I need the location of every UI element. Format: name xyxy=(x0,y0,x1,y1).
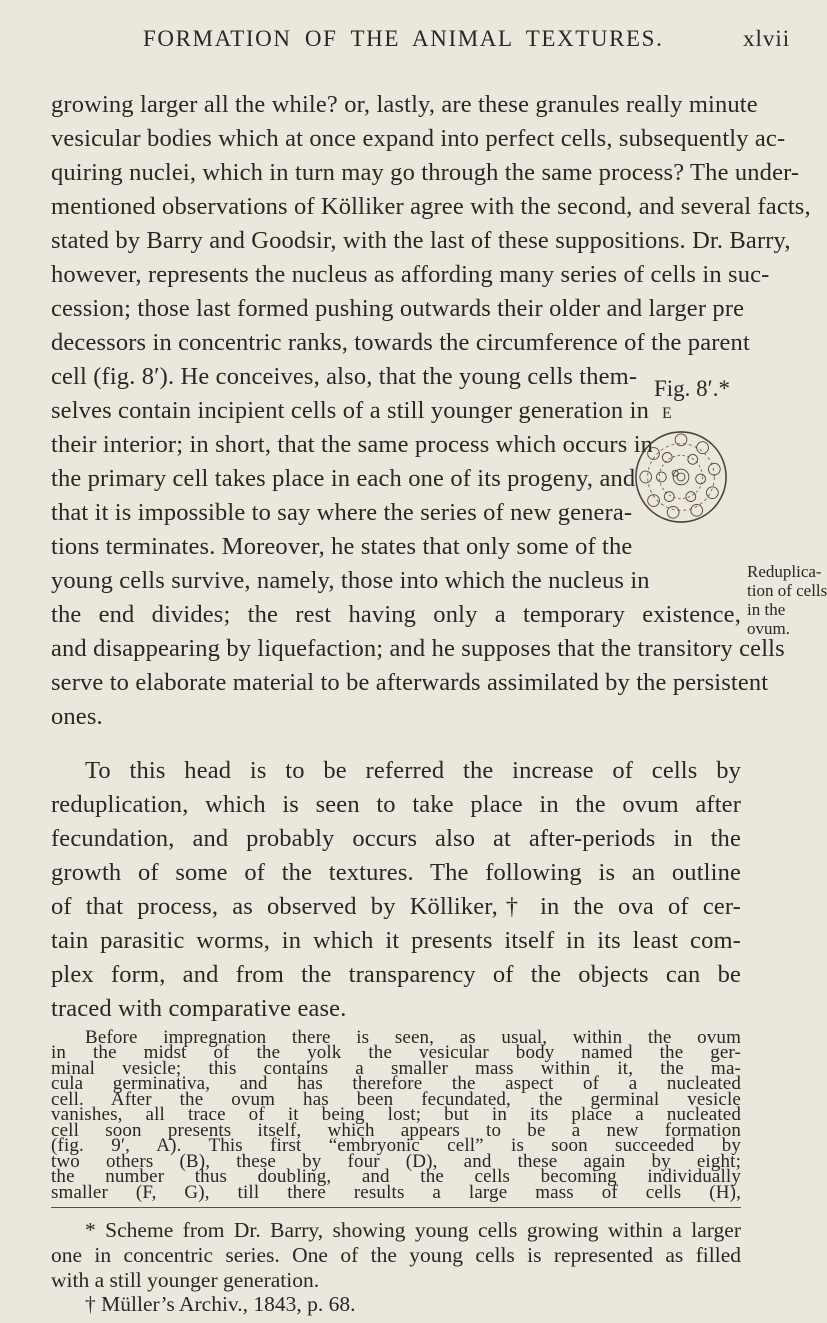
body-line: serve to elaborate material to be afterwards assimilated by the persistent xyxy=(51,669,769,696)
margin-note-line: Reduplica- xyxy=(747,562,822,581)
body-line: decessors in concentric ranks, towards the circumference of the parent xyxy=(51,329,750,356)
page-number: xlvii xyxy=(743,26,791,51)
body-line: (fig. 9′, A). This first “embryonic cell” is soon succeeded by xyxy=(51,1135,741,1157)
body-line: stated by Barry and Goodsir, with the last of these suppositions. Dr. Barry, xyxy=(51,227,791,254)
body-line: quiring nuclei, which in turn may go through the same process? The under- xyxy=(51,159,800,186)
body-line: ones. xyxy=(51,703,103,730)
body-line: cession; those last formed pushing outwards their older and larger pre xyxy=(51,295,745,322)
margin-note xyxy=(747,562,827,638)
body-line: that it is impossible to say where the series of new genera- xyxy=(51,499,633,526)
body-line: their interior; in short, that the same process which occurs in xyxy=(51,431,654,458)
running-title: FORMATION OF THE ANIMAL TEXTURES. xyxy=(143,26,664,51)
body-line: minal vesicle; this contains a smaller mass within it, the ma- xyxy=(51,1057,741,1079)
body-line: Before impregnation there is seen, as usual, within the ovum xyxy=(85,1027,741,1048)
body-line: fecundation, and probably occurs also at after-periods in the xyxy=(51,825,741,852)
body-line: young cells survive, namely, those into which the nucleus in xyxy=(51,567,650,594)
body-line: in the midst of the yolk the vesicular body named the ger- xyxy=(51,1042,741,1064)
body-line: the number thus doubling, and the cells becoming individually xyxy=(51,1166,741,1188)
body-line: To this head is to be referred the increase of cells by xyxy=(85,757,741,784)
concentric-cells-figure xyxy=(632,428,730,526)
body-line: the primary cell takes place in each one of its progeny, and xyxy=(51,465,636,492)
body-line: reduplication, which is seen to take place in the ovum after xyxy=(51,791,741,818)
body-line: of that process, as observed by Kölliker,† in the ova of cer- xyxy=(51,893,741,920)
margin-note-line: tion of cells xyxy=(747,581,827,600)
body-line: cula germinativa, and has therefore the aspect of a nucleated xyxy=(51,1073,741,1095)
body-line: and disappearing by liquefaction; and he supposes that the transitory cells xyxy=(51,635,785,662)
body-line: the end divides; the rest having only a temporary existence, xyxy=(51,601,741,628)
margin-note-line: ovum. xyxy=(747,619,790,638)
body-line: tions terminates. Moreover, he states that only some of the xyxy=(51,533,633,560)
body-line: mentioned observations of Kölliker agree with the second, and several facts, xyxy=(51,193,811,220)
body-line: however, represents the nucleus as affording many series of cells in suc- xyxy=(51,261,770,288)
footnote-rule xyxy=(51,1207,741,1208)
footnote-line: * Scheme from Dr. Barry, showing young cells growing within a larger xyxy=(85,1218,741,1242)
body-line: vanishes, all trace of it being lost; but in its place a nucleated xyxy=(51,1104,741,1126)
body-line: smaller (F, G), till there results a large mass of cells (H), xyxy=(51,1181,741,1203)
footnote-line: with a still younger generation. xyxy=(51,1268,320,1292)
margin-note-line: in the xyxy=(747,600,786,619)
running-head xyxy=(143,26,791,52)
body-line: selves contain incipient cells of a still younger generation in xyxy=(51,397,649,424)
body-line: two others (B), these by four (D), and these again by eight; xyxy=(51,1150,741,1172)
footnote-line: one in concentric series. One of the young cells is represented as filled xyxy=(51,1243,741,1267)
footnote-line: † Müller’s Archiv., 1843, p. 68. xyxy=(85,1292,356,1316)
body-line: tain parasitic worms, in which it presents itself in its least com- xyxy=(51,927,741,954)
body-line: cell. After the ovum has been fecundated, the germinal vesicle xyxy=(51,1088,741,1110)
body-line: cell soon presents itself, which appears to be a new formation xyxy=(51,1119,741,1141)
body-line: growth of some of the textures. The following is an outline xyxy=(51,859,741,886)
figure-letter: E xyxy=(662,405,672,422)
figure-caption: Fig. 8′.* xyxy=(654,376,730,401)
body-line: plex form, and from the transparency of the objects can be xyxy=(51,961,741,988)
body-line: vesicular bodies which at once expand into perfect cells, subsequently ac- xyxy=(51,125,786,152)
body-line: cell (fig. 8′). He conceives, also, that the young cells them- xyxy=(51,363,638,390)
body-line: growing larger all the while? or, lastly, are these granules really minute xyxy=(51,91,758,118)
body-line: traced with comparative ease. xyxy=(51,995,347,1022)
